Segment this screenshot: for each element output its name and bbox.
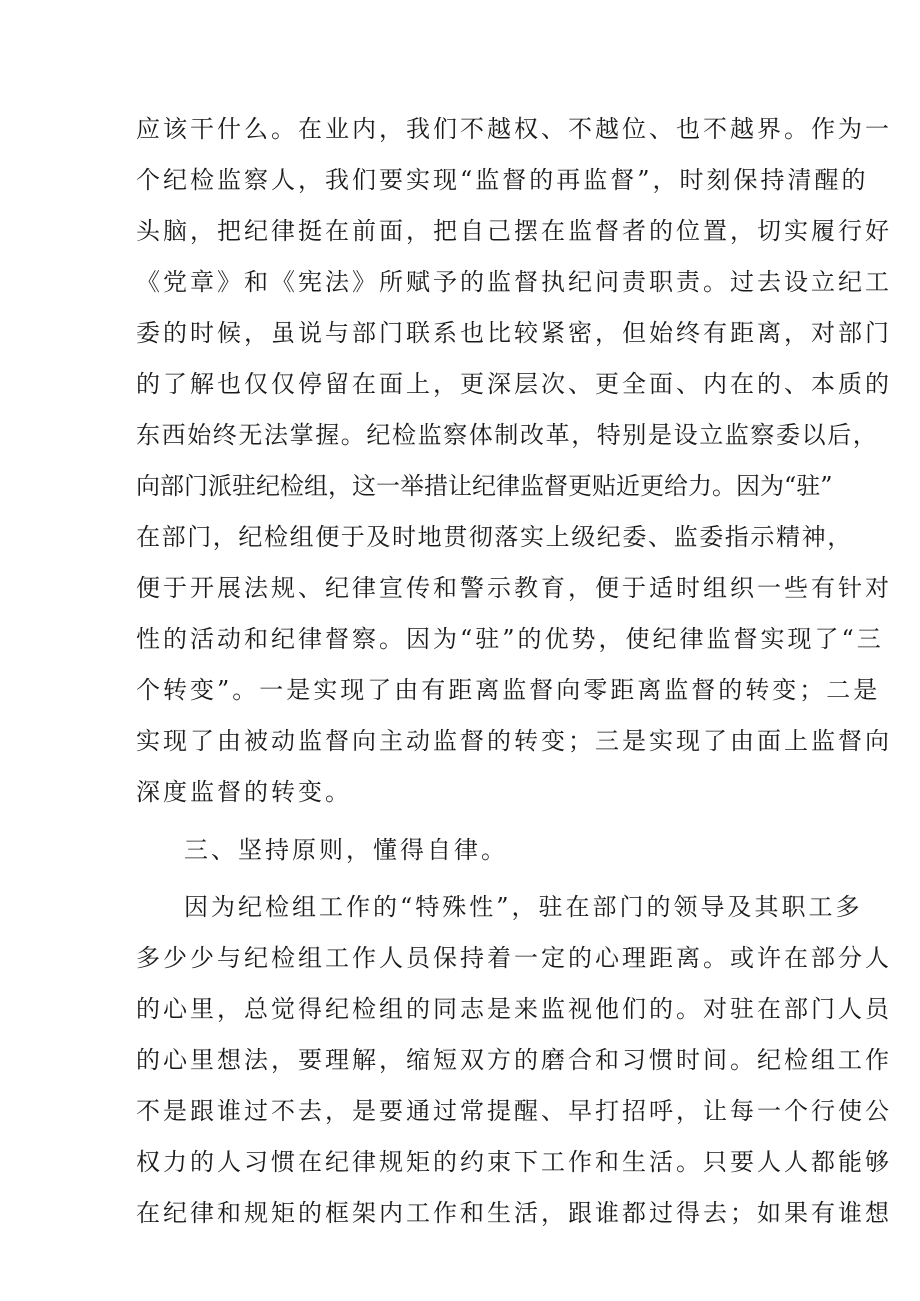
paragraph-1-line: 头脑，把纪律挺在前面，把自己摆在监督者的位置，切实履行好: [136, 217, 892, 245]
paragraph-1-line: 向部门派驻纪检组，这一举措让纪律监督更贴近更给力。因为“驻”: [136, 472, 833, 500]
paragraph-1-line: 东西始终无法掌握。纪检监察体制改革，特别是设立监察委以后，: [136, 421, 879, 449]
section-heading: 三、坚持原则，懂得自律。: [184, 836, 508, 864]
paragraph-1-line: 委的时候，虽说与部门联系也比较紧密，但始终有距离，对部门: [136, 319, 892, 347]
paragraph-1-line: 实现了由被动监督向主动监督的转变；三是实现了由面上监督向: [136, 727, 892, 755]
paragraph-1-line: 个纪检监察人，我们要实现“监督的再监督”，时刻保持清醒的: [136, 166, 869, 194]
paragraph-2-line: 的心里，总觉得纪检组的同志是来监视他们的。对驻在部门人员: [136, 995, 892, 1023]
paragraph-1-line: 在部门，纪检组便于及时地贯彻落实上级纪委、监委指示精神，: [136, 523, 853, 551]
paragraph-2-line: 多少少与纪检组工作人员保持着一定的心理距离。或许在部分人: [136, 944, 892, 972]
paragraph-1-line: 应该干什么。在业内，我们不越权、不越位、也不越界。作为一: [136, 115, 892, 143]
paragraph-1-line: 便于开展法规、纪律宣传和警示教育，便于适时组织一些有针对: [136, 574, 892, 602]
paragraph-1-line: 《党章》和《宪法》所赋予的监督执纪问责职责。过去设立纪工: [136, 268, 892, 296]
paragraph-2-line: 在纪律和规矩的框架内工作和生活，跟谁都过得去；如果有谁想: [136, 1199, 892, 1227]
paragraph-2-line: 权力的人习惯在纪律规矩的约束下工作和生活。只要人人都能够: [136, 1148, 892, 1176]
paragraph-1-line: 性的活动和纪律督察。因为“驻”的优势，使纪律监督实现了“三: [136, 625, 884, 653]
paragraph-2-line: 因为纪检组工作的“特殊性”，驻在部门的领导及其职工多: [184, 893, 863, 921]
paragraph-1-line: 深度监督的转变。: [136, 778, 352, 806]
paragraph-2-line: 不是跟谁过不去，是要通过常提醒、早打招呼，让每一个行使公: [136, 1097, 892, 1125]
paragraph-1-line: 的了解也仅仅停留在面上，更深层次、更全面、内在的、本质的: [136, 370, 892, 398]
paragraph-1-line: 个转变”。一是实现了由有距离监督向零距离监督的转变；二是: [136, 676, 881, 704]
paragraph-2-line: 的心里想法，要理解，缩短双方的磨合和习惯时间。纪检组工作: [136, 1046, 892, 1074]
